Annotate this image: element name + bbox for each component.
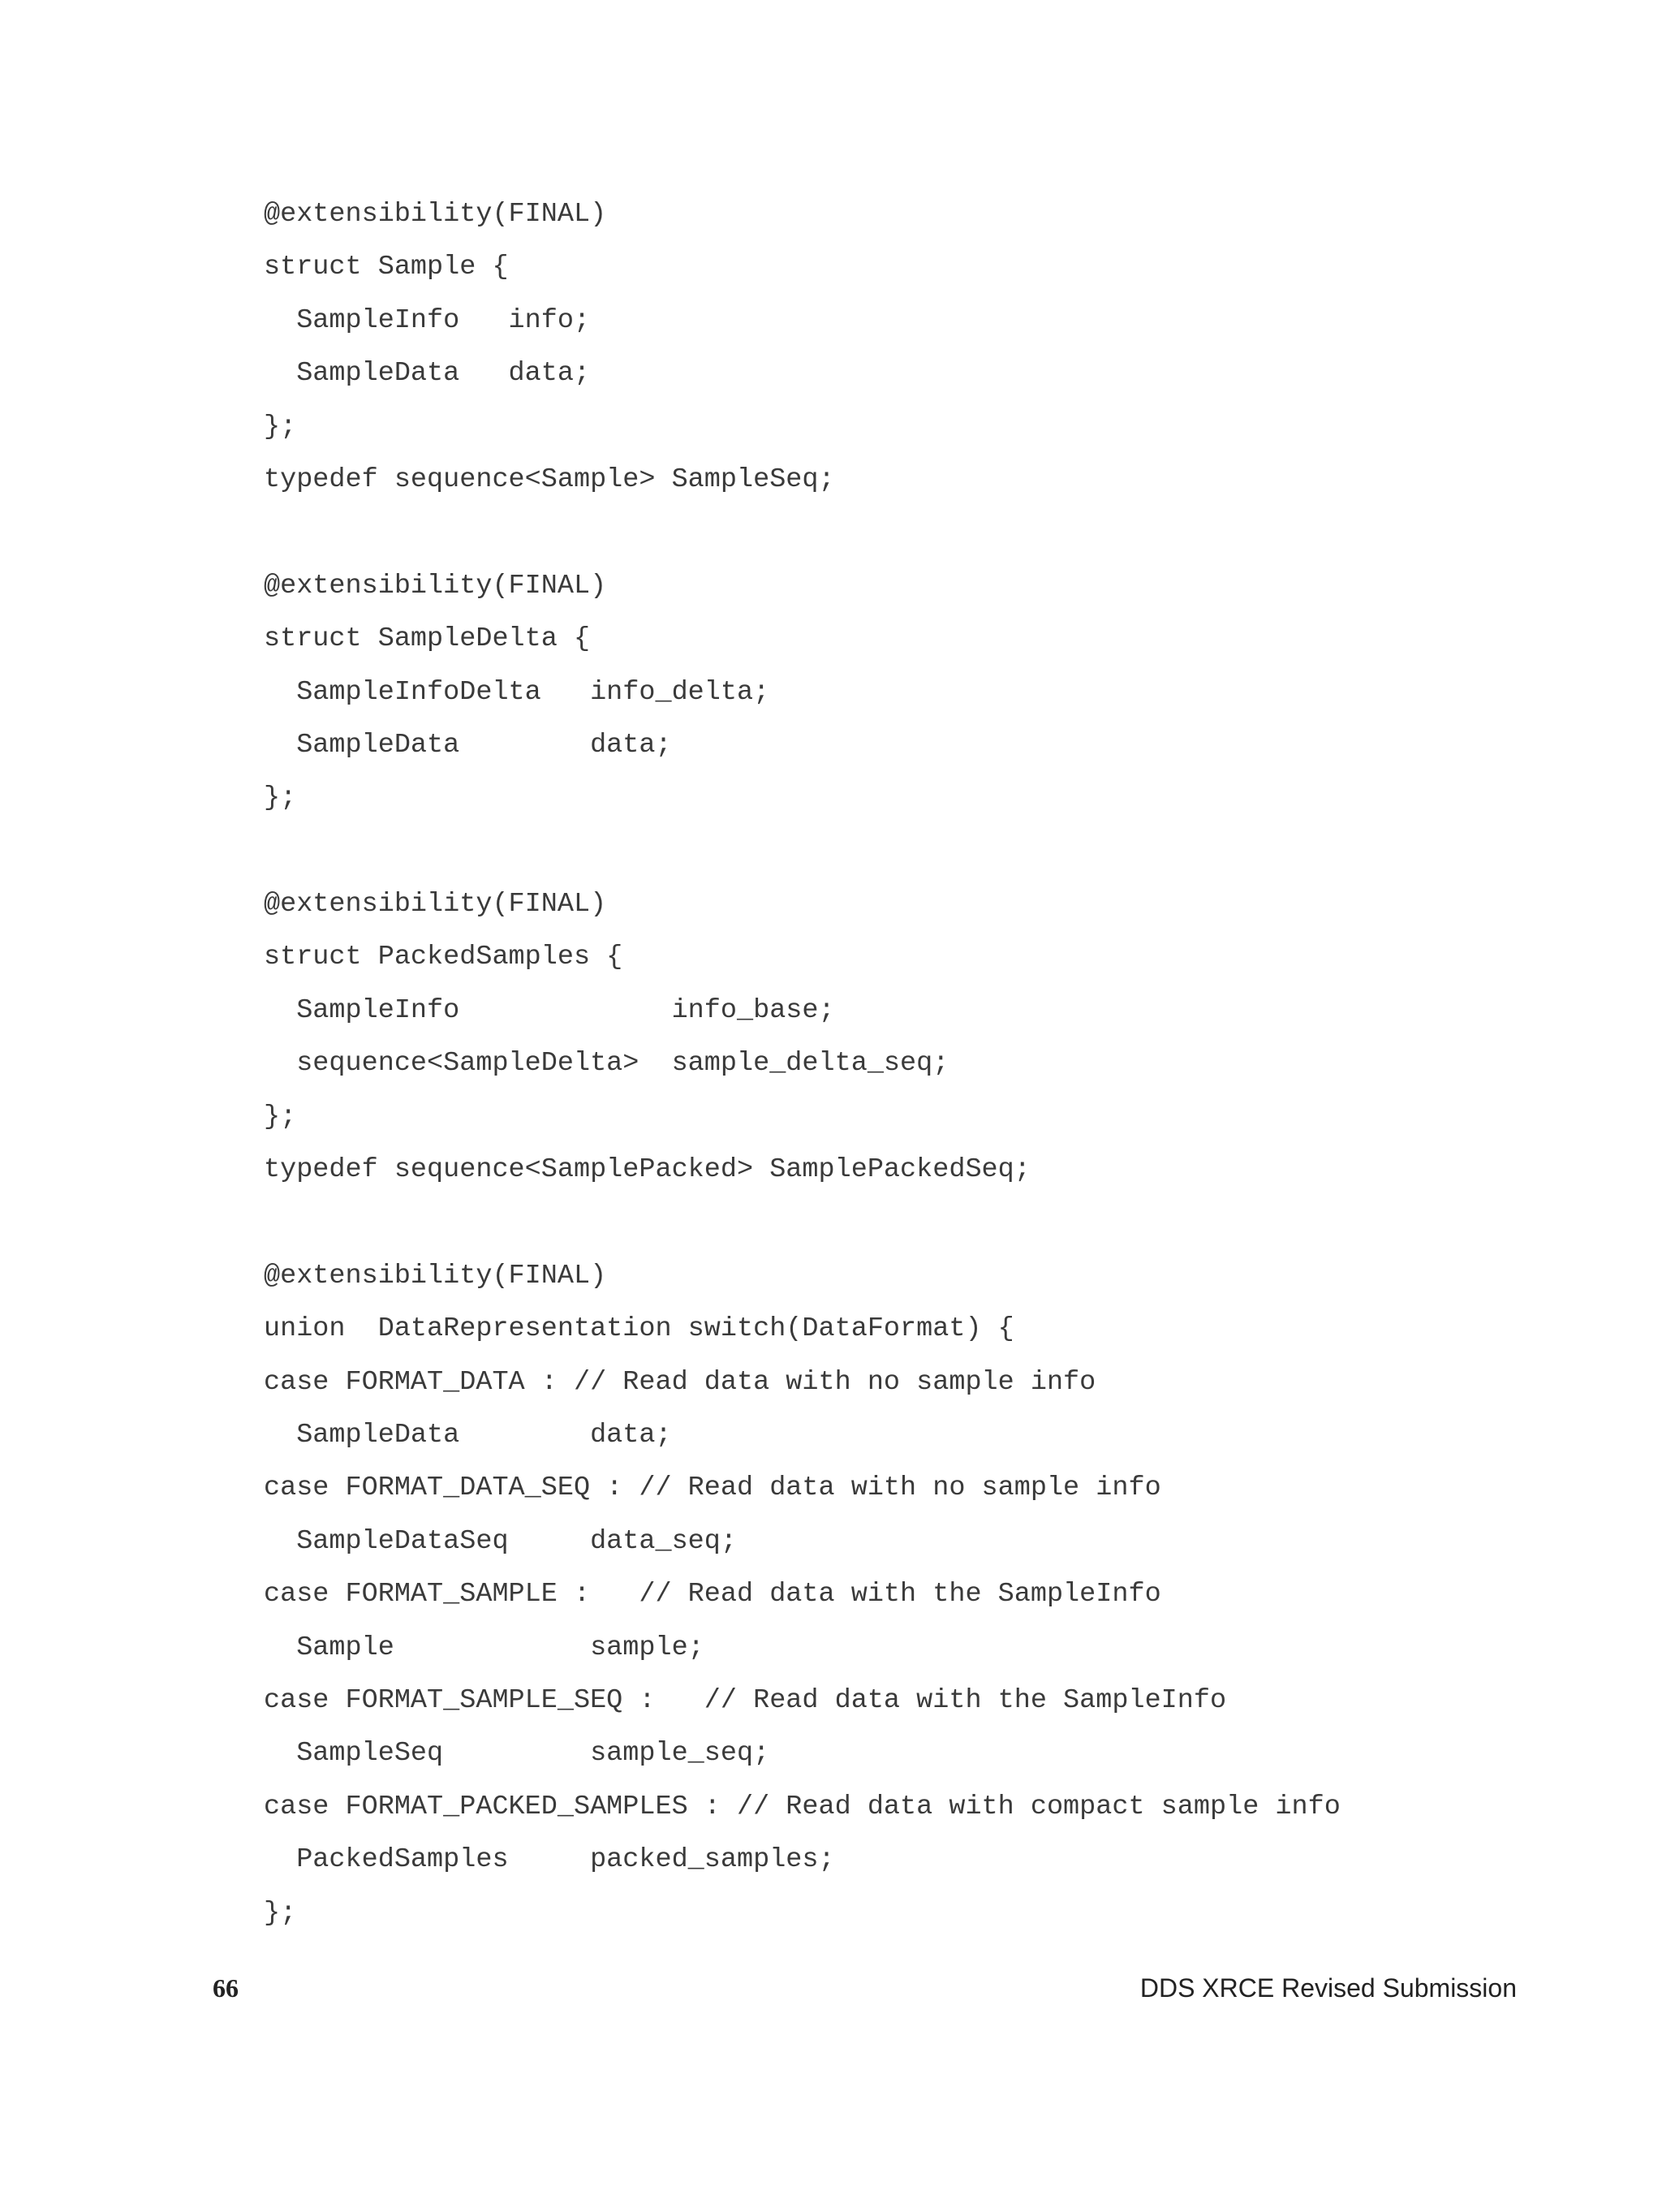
code-line: SampleData data; — [264, 729, 672, 761]
code-line: SampleSeq sample_seq; — [264, 1738, 770, 1770]
code-line: struct PackedSamples { — [264, 942, 623, 973]
code-line: case FORMAT_SAMPLE_SEQ : // Read data with the SampleInfo — [264, 1684, 1227, 1716]
code-line: SampleData data; — [264, 1419, 672, 1451]
code-line: @extensibility(FINAL) — [264, 889, 607, 921]
code-line: }; — [264, 1897, 297, 1929]
code-line: Sample sample; — [264, 1632, 704, 1663]
code-line: case FORMAT_DATA : // Read data with no sample info — [264, 1366, 1096, 1398]
code-blank-line — [264, 836, 1522, 889]
code-line: typedef sequence<SamplePacked> SamplePackedSeq; — [264, 1154, 1031, 1186]
code-line: SampleDataSeq data_seq; — [264, 1525, 737, 1557]
code-line: }; — [264, 783, 297, 814]
code-line: SampleData data; — [264, 358, 591, 390]
code-line: PackedSamples packed_samples; — [264, 1844, 835, 1876]
code-line: typedef sequence<Sample> SampleSeq; — [264, 464, 835, 495]
code-line: SampleInfoDelta info_delta; — [264, 676, 770, 708]
code-line: sequence<SampleDelta> sample_delta_seq; — [264, 1048, 949, 1080]
code-line: case FORMAT_DATA_SEQ : // Read data with no sample info — [264, 1473, 1161, 1504]
footer-document-title: DDS XRCE Revised Submission — [1139, 1973, 1517, 2003]
idl-code-block — [264, 199, 1522, 1951]
code-line: }; — [264, 411, 297, 442]
code-line: case FORMAT_PACKED_SAMPLES : // Read data with compact sample info — [264, 1791, 1341, 1822]
code-line: case FORMAT_SAMPLE : // Read data with the SampleInfo — [264, 1579, 1161, 1610]
code-line: struct SampleDelta { — [264, 623, 591, 655]
code-blank-line — [264, 517, 1522, 570]
code-line: SampleInfo info_base; — [264, 994, 835, 1026]
code-line: }; — [264, 1101, 297, 1132]
page-number: 66 — [213, 1973, 239, 2003]
code-line: @extensibility(FINAL) — [264, 199, 607, 230]
code-line: SampleInfo info; — [264, 304, 591, 336]
code-line: @extensibility(FINAL) — [264, 1260, 607, 1291]
code-line: union DataRepresentation switch(DataFormat) { — [264, 1313, 1014, 1345]
code-line: struct Sample { — [264, 252, 509, 283]
code-line: @extensibility(FINAL) — [264, 570, 607, 602]
code-blank-line — [264, 1207, 1522, 1260]
